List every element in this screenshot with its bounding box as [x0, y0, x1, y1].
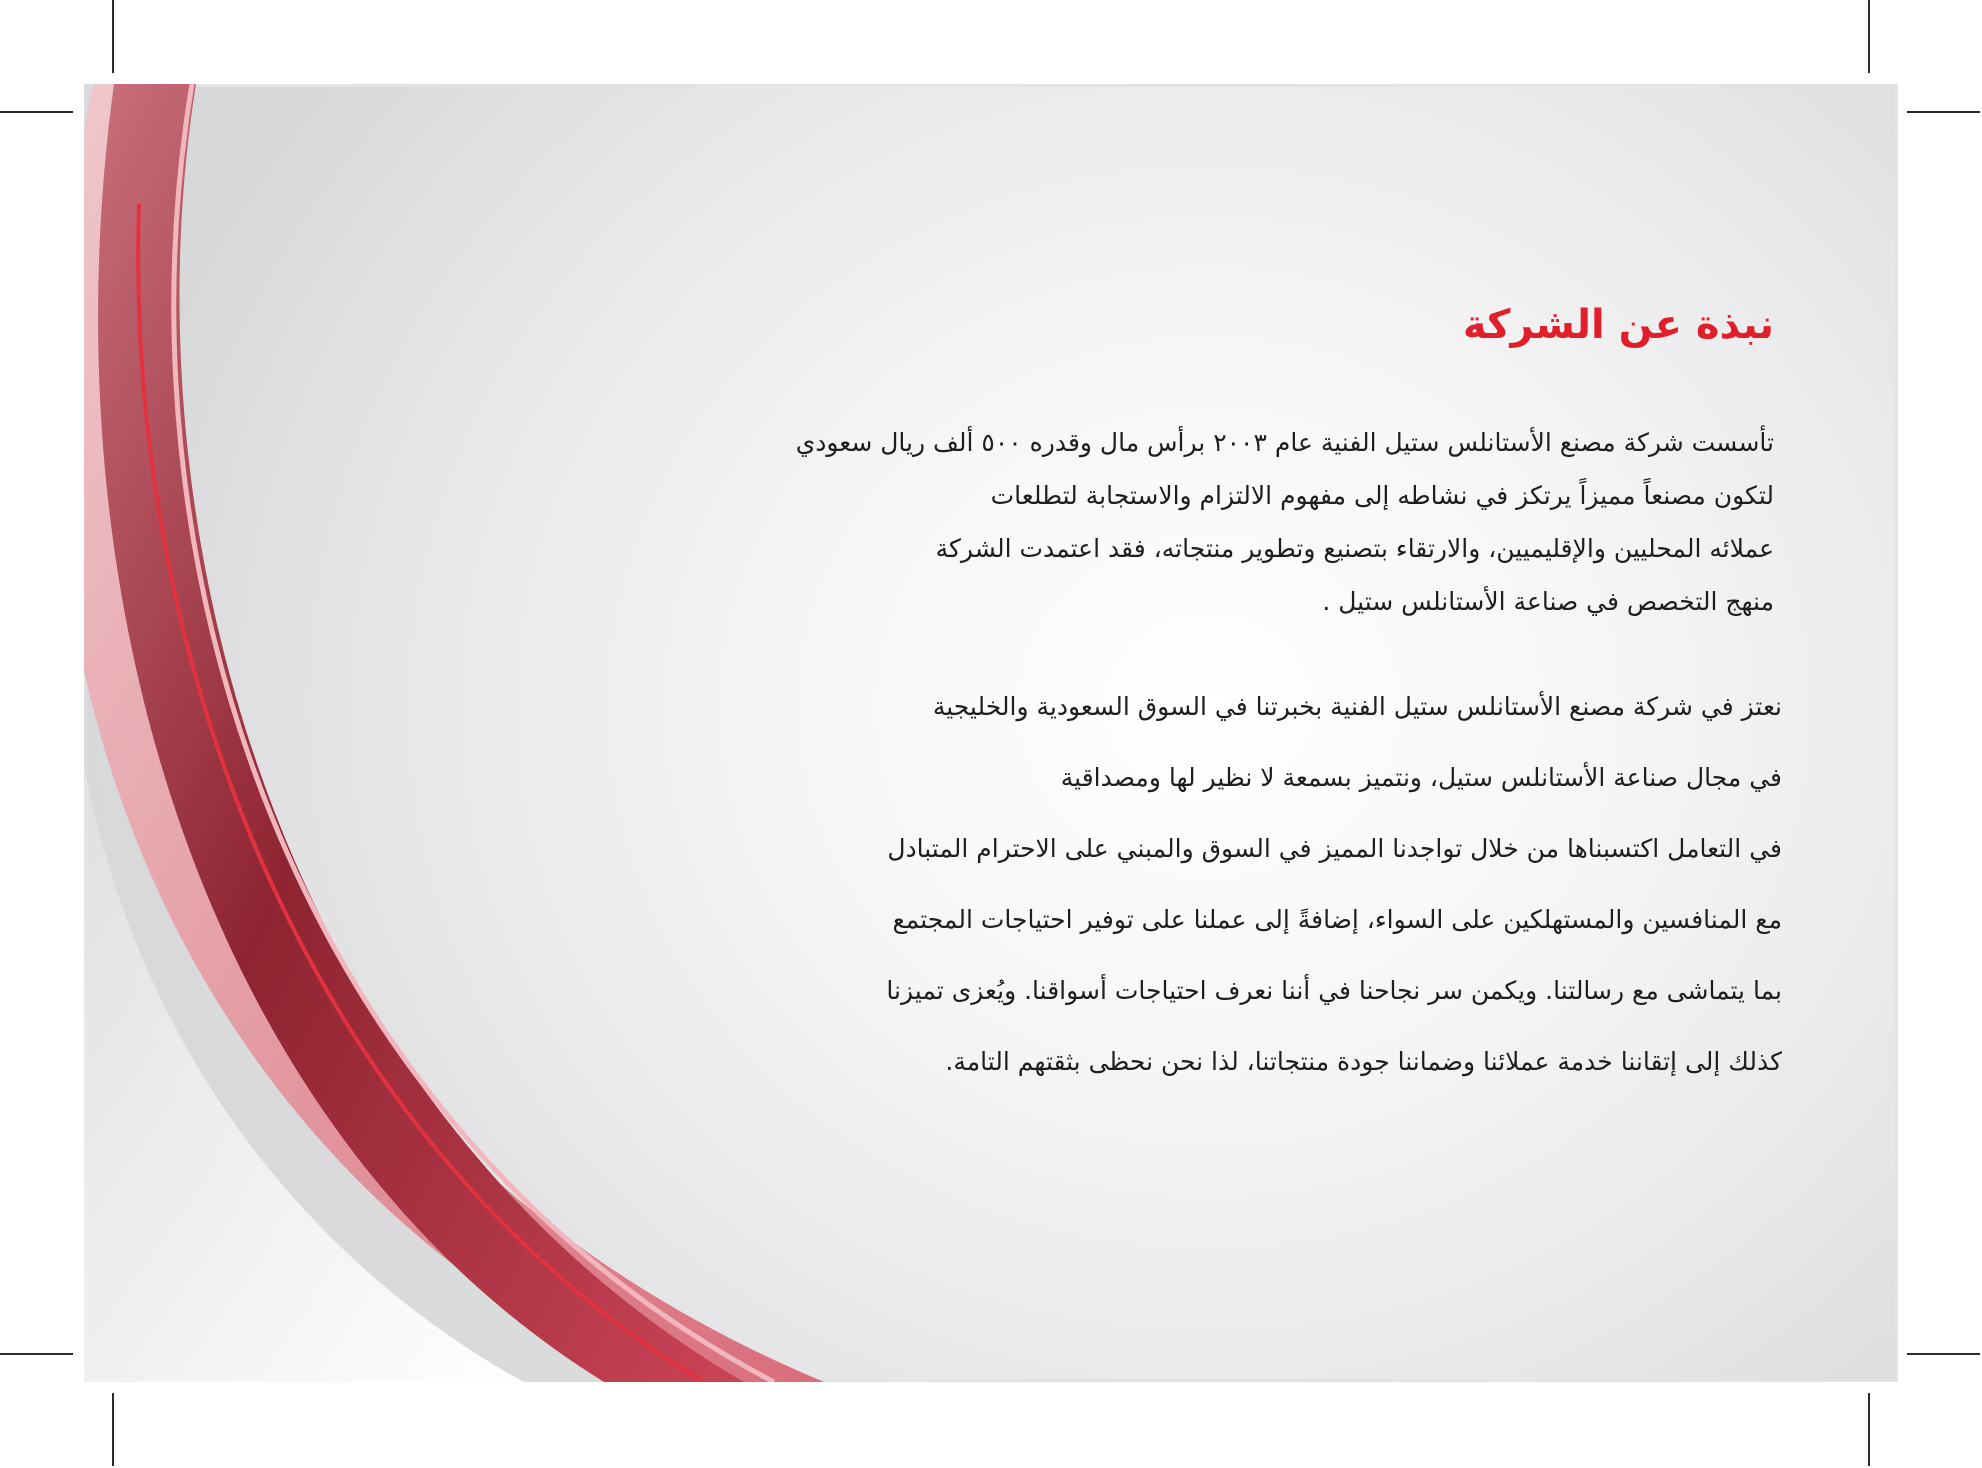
page-title: نبذة عن الشركة [1462, 302, 1774, 348]
crop-mark-top-right [1868, 0, 1870, 73]
crop-mark-left-bottom [0, 1353, 73, 1355]
paragraph-line: لتكون مصنعاً مميزاً يرتكز في نشاطه إلى مفهوم الالتزام والاستجابة لتطلعات [990, 481, 1774, 510]
crop-mark-left-top [0, 111, 73, 113]
paragraph-line: نعتز في شركة مصنع الأستانلس ستيل الفنية بخبرتنا في السوق السعودية والخليجية [932, 692, 1782, 721]
crop-mark-right-bottom [1907, 1353, 1980, 1355]
crop-mark-bottom-right [1868, 1393, 1870, 1466]
paragraph-line: مع المنافسين والمستهلكين على السواء، إضافةً إلى عملنا على توفير احتياجات المجتمع [892, 905, 1782, 934]
paragraph-line: تأسست شركة مصنع الأستانلس ستيل الفنية عام ٢٠٠٣ برأس مال وقدره ٥٠٠ ألف ريال سعودي [795, 428, 1774, 457]
crop-mark-top-left [112, 0, 114, 73]
expertise-paragraph [662, 671, 1782, 1097]
paragraph-line: في مجال صناعة الأستانلس ستيل، ونتميز بسمعة لا نظير لها ومصداقية [1060, 763, 1782, 792]
company-profile-page [84, 84, 1898, 1382]
crop-mark-bottom-left [112, 1393, 114, 1466]
paragraph-line: بما يتماشى مع رسالتنا. ويكمن سر نجاحنا في أننا نعرف احتياجات أسواقنا. ويُعزى تميزنا [886, 976, 1782, 1005]
crop-mark-right-top [1907, 111, 1980, 113]
paragraph-line: كذلك إلى إتقاننا خدمة عملائنا وضماننا جودة منتجاتنا، لذا نحن نحظى بثقتهم التامة. [945, 1047, 1782, 1076]
intro-paragraph [664, 416, 1774, 628]
paragraph-line: منهج التخصص في صناعة الأستانلس ستيل . [1322, 587, 1774, 616]
paragraph-line: عملائه المحليين والإقليميين، والارتقاء بتصنيع وتطوير منتجاته، فقد اعتمدت الشركة [935, 534, 1774, 563]
paragraph-line: في التعامل اكتسبناها من خلال تواجدنا المميز في السوق والمبني على الاحترام المتبادل [887, 834, 1782, 863]
